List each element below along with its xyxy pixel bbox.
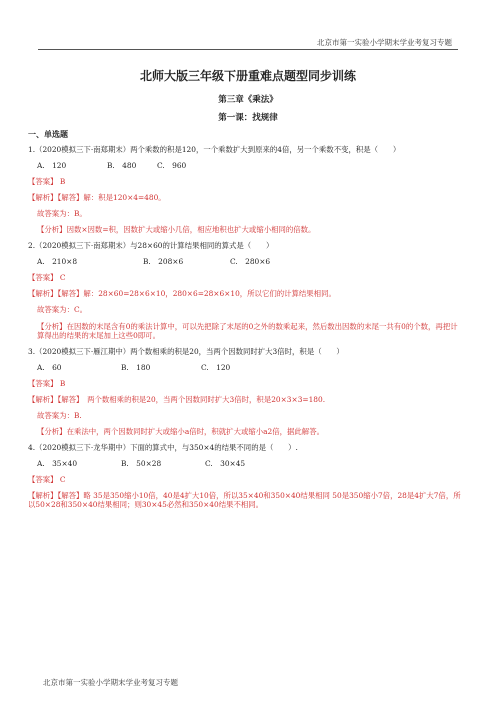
option-c: C. 30×45 xyxy=(205,459,246,469)
answer-label: 【答案】 B xyxy=(28,378,66,388)
option-b: B. 208×6 xyxy=(143,257,184,267)
option-a: A. 120 xyxy=(37,161,67,171)
analysis-note: 【分析】在乘法中，两个因数同时扩大或缩小a倍时，积就扩大或缩小a2倍，据此解答。 xyxy=(37,427,324,437)
question-stem: 2.（2020模拟三下·南郑期末）与28×60的计算结果相同的算式是（ ） xyxy=(28,241,274,251)
questions-body xyxy=(28,145,464,517)
answer-conclusion: 故答案为：B。 xyxy=(37,209,87,219)
section-heading: 一、单选题 xyxy=(28,130,68,139)
lesson-heading: 第一课：找规律 xyxy=(218,113,278,123)
analysis-note: 【分析】因数×因数=积，因数扩大或缩小几倍，相应地积也扩大或缩小相同的倍数。 xyxy=(37,225,316,235)
question-options xyxy=(28,363,464,372)
answer-label: 【答案】 C xyxy=(28,475,66,485)
answer-conclusion: 故答案为：C。 xyxy=(37,305,87,315)
option-a: A. 210×8 xyxy=(37,257,78,267)
chapter-heading: 第三章《乘法》 xyxy=(218,95,278,105)
document-title: 北师大版三年级下册重难点题型同步训练 xyxy=(139,69,356,83)
option-b: B. 480 xyxy=(107,161,137,171)
answer-label: 【答案】 C xyxy=(28,273,66,283)
option-c: C. 280×6 xyxy=(230,257,271,267)
question-options xyxy=(28,257,464,266)
question-stem: 1.（2020模拟三下·南郑期末）两个乘数的积是120，一个乘数扩大到原来的4倍，另一个乘数不变，积是（ ） xyxy=(28,145,401,154)
option-c: C. 120 xyxy=(201,362,231,372)
option-a: A. 60 xyxy=(37,362,62,372)
option-c: C. 960 xyxy=(157,161,187,171)
option-b: B. 180 xyxy=(121,362,151,372)
analysis-text: 【解析】【解答】解：28×60=28×6×10，280×6=28×6×10，所以它们的计算结果相同。 xyxy=(28,289,336,299)
question-stem: 3.（2020模拟三下·雁江期中）两个数相乘的积是20，当两个因数同时扩大3倍时，积是（ ） xyxy=(28,346,344,356)
question-options xyxy=(28,459,464,468)
answer-label: 【答案】 B xyxy=(28,177,66,187)
analysis-note: 【分析】在因数的末尾含有0的乘法计算中，可以先把除了末尾的0之外的数乘起来，然后数出因数的末尾一共有0的个数，再把计算得出的结果的末尾加上这些0即可。 xyxy=(37,321,458,340)
question-options xyxy=(28,161,464,170)
header-divider xyxy=(38,49,458,50)
analysis-text: 【解析】【解答】略 35是350缩小10倍，40是4扩大10倍，所以35×40和350×40结果相同 50是350缩小7倍，28是4扩大7倍，所以50×28和350×40结果相同；则30×45必然和350×40结果不相同。 xyxy=(28,491,461,510)
answer-conclusion: 故答案为：B. xyxy=(37,411,82,420)
analysis-text: 【解析】【解答】 两个数相乘的积是20，当两个因数同时扩大3倍时，积是20×3×3=180. xyxy=(28,394,326,404)
page-header: 北京市第一实验小学期末学业考复习专题 xyxy=(317,38,452,47)
analysis-text: 【解析】【解答】解：积是120×4=480。 xyxy=(28,193,166,203)
option-b: B. 50×28 xyxy=(121,459,162,469)
page-footer: 北京市第一实验小学期末学业考复习专题 xyxy=(43,678,178,687)
option-a: A. 35×40 xyxy=(37,459,78,469)
question-stem: 4.（2020模拟三下·龙华期中）下面的算式中，与350×4的结果不同的是（ ）. xyxy=(28,443,298,453)
